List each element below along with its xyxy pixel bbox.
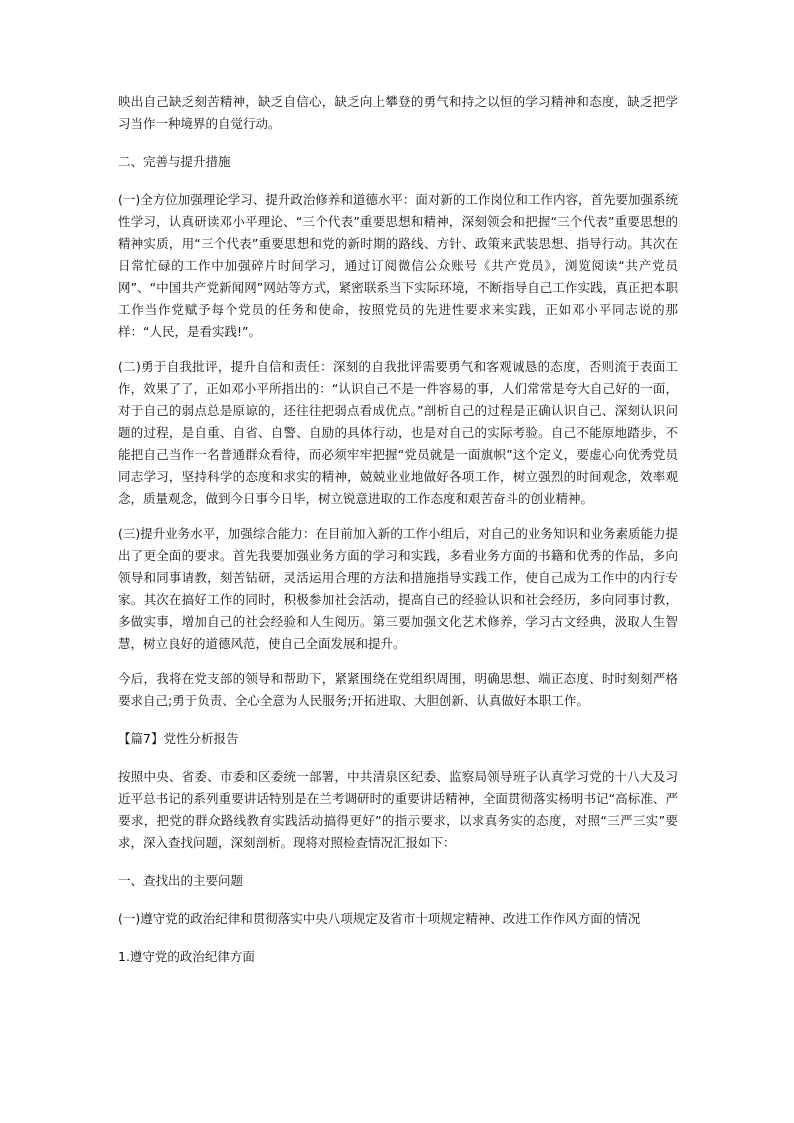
paragraph-self-criticism: (二)勇于自我批评，提升自信和责任：深刻的自我批评需要勇气和客观诚恳的态度，否则流于表面工作，效果了了，正如邓小平所指出的：“认识自己不是一件容易的事，人们常常是夸大自己好的一面，对于自己的弱点总是原谅的，还往往把弱点看成优点。”剖析自己的过程是正确认识自己、深刻认识问题的过程，是自重、自省、自警、自励的具体行动，也是对自己的实际考验。自己不能原地踏步，不能把自己当作一名普通群众看待，而必须牢牢把握“党员就是一面旗帜”这个定义，要虚心向优秀党员同志学习，坚持科学的态度和求实的精神，兢兢业业地做好各项工作，树立强烈的时间观念，效率观念，质量观念，做到今日事今日毕，树立锐意进取的工作态度和艰苦奋斗的创业精神。 [118, 359, 678, 506]
section-heading-improvement: 二、完善与提升措施 [118, 154, 231, 169]
paragraph-business-level: (三)提升业务水平，加强综合能力：在目前加入新的工作小组后，对自己的业务知识和业务素质能力提出了更全面的要求。首先我要加强业务方面的学习和实践，多看业务方面的书籍和优秀的作品，多向领导和同事请教，刻苦钻研，灵活运用合理的方法和措施指导实践工作，使自己成为工作中的内行专家。其次在搞好工作的同时，积极参加社会活动，提高自己的经验认识和社会经历，多向同事讨教，多做实事，增加自己的社会经验和人生阅历。第三要加强文化艺术修养，学习古文经典，汲取人生智慧，树立良好的道德风范，使自己全面发展和提升。 [118, 526, 678, 651]
paragraph-report-intro: 按照中央、省委、市委和区委统一部署，中共清泉区纪委、监察局领导班子认真学习党的十八大及习近平总书记的系列重要讲话特别是在兰考调研时的重要讲话精神，全面贯彻落实杨明书记“高标准、严要求，把党的群众路线教育实践活动搞得更好”的指示要求，以求真务实的态度，对照“三严三实”要求，深入查找问题，深刻剖析。现将对照检查情况汇报如下： [118, 769, 678, 850]
paragraph-theory-study: (一)全方位加强理论学习、提升政治修养和道德水平：面对新的工作岗位和工作内容，首先要加强系统性学习，认真研读邓小平理论、“三个代表”重要思想和精神，深刻领会和把握“三个代表”重要思想的精神实质，用“三个代表”重要思想和党的新时期的路线、方针、政策来武装思想、指导行动。其次在日常忙碌的工作中加强碎片时间学习，通过订阅微信公众账号《共产党员》，浏览阅读“共产党员网”、“中国共产党新闻网”网站等方式，紧密联系当下实际环境，不断指导自己工作实践，真正把本职工作当作党赋予每个党员的任务和使命，按照党员的先进性要求来实践，正如邓小平同志说的那样：“人民，是看实践!”。 [118, 192, 678, 339]
article-heading: 【篇7】党性分析报告 [118, 731, 239, 746]
subsection-heading-discipline: (一)遵守党的政治纪律和贯彻落实中央八项规定及省市十项规定精神、改进工作作风方面的情况 [118, 911, 641, 926]
document-page [118, 91, 678, 968]
paragraph-intro-continuation: 映出自己缺乏刻苦精神，缺乏自信心，缺乏向上攀登的勇气和持之以恒的学习精神和态度，缺乏把学习当作一种境界的自觉行动。 [118, 94, 678, 131]
section-heading-problems: 一、查找出的主要问题 [118, 873, 244, 888]
paragraph-future-plan: 今后，我将在党支部的领导和帮助下，紧紧围绕在党组织周围，明确思想、端正态度、时时刻刻严格要求自己;勇于负责、全心全意为人民服务;开拓进取、大胆创新、认真做好本职工作。 [118, 671, 678, 708]
item-heading-political-discipline: 1.遵守党的政治纪律方面 [118, 949, 255, 964]
